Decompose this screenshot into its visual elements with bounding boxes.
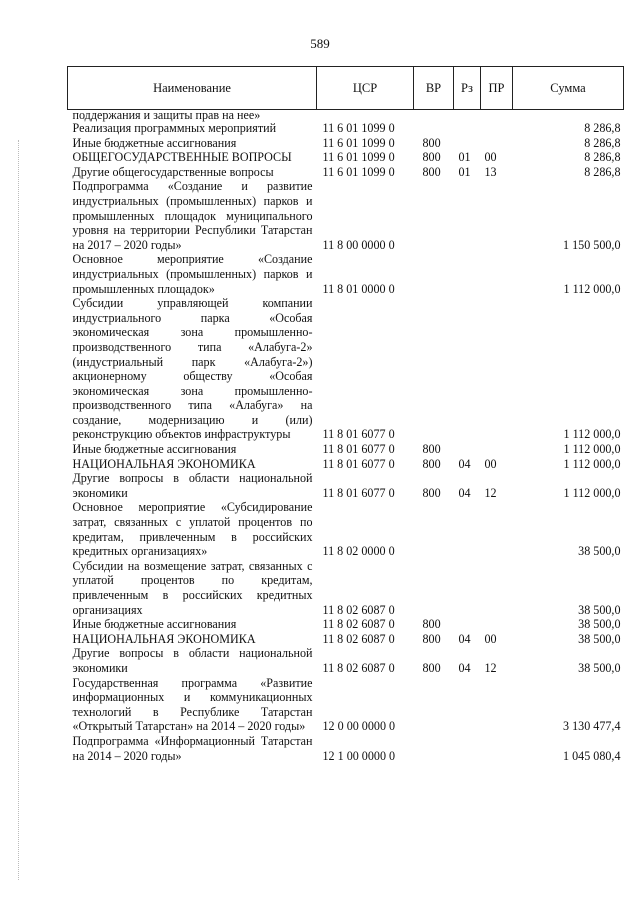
cell-sum: 1 150 500,0 <box>563 237 621 252</box>
table-row <box>68 617 624 632</box>
cell-sum: 1 112 000,0 <box>563 442 621 457</box>
cell-csr: 11 8 02 6087 0 <box>322 602 395 617</box>
cell-name: НАЦИОНАЛЬНАЯ ЭКОНОМИКА <box>72 456 256 471</box>
cell-vr <box>414 110 454 122</box>
cell-sum: 38 500,0 <box>578 544 621 559</box>
cell-vr: 800 <box>422 442 441 457</box>
cell-csr: 11 8 00 0000 0 <box>322 237 395 252</box>
cell-name: Субсидии на возмещение затрат, связанных с уплатой процентов по кредитам, привлеченным в российских кредитных организациях <box>72 558 313 617</box>
table-row <box>68 136 624 151</box>
cell-rz <box>454 252 481 296</box>
cell-sum: 8 286,8 <box>584 150 621 165</box>
table-row <box>68 442 624 457</box>
header-name: Наименование <box>68 67 317 110</box>
cell-pr <box>481 559 513 617</box>
cell-pr <box>481 734 513 763</box>
cell-csr: 11 8 02 0000 0 <box>322 544 395 559</box>
cell-name: Государственная программа «Развитие информационных и коммуникационных технологий в Республике Татарстан «Открытый Татарстан» на 2014 – 2020 годы» <box>72 675 313 734</box>
cell-rz <box>454 559 481 617</box>
cell-vr: 800 <box>422 135 441 150</box>
cell-name: Иные бюджетные ассигнования <box>72 442 237 457</box>
cell-rz <box>454 617 481 632</box>
cell-csr <box>317 110 414 122</box>
cell-vr: 800 <box>422 617 441 632</box>
cell-vr: 800 <box>422 150 441 165</box>
cell-name: Реализация программных мероприятий <box>72 121 277 135</box>
budget-table <box>67 66 624 763</box>
header-sum: Сумма <box>513 67 624 110</box>
cell-csr: 11 8 02 6087 0 <box>322 617 395 632</box>
cell-csr: 11 6 01 1099 0 <box>322 164 395 179</box>
cell-name: Подпрограмма «Создание и развитие индустриальных (промышленных) парков и промышленных площадок муниципального уровня на территории Республики Татарстан на 2017 – 2020 годы» <box>72 179 313 252</box>
cell-csr: 11 8 01 6077 0 <box>322 442 395 457</box>
cell-pr <box>481 617 513 632</box>
cell-rz: 04 <box>458 660 471 675</box>
cell-sum: 1 112 000,0 <box>563 281 621 296</box>
cell-rz <box>454 110 481 122</box>
cell-pr <box>481 136 513 151</box>
cell-vr: 800 <box>422 631 441 646</box>
cell-rz <box>454 734 481 763</box>
cell-csr: 11 8 01 6077 0 <box>322 485 395 500</box>
cell-vr <box>414 734 454 763</box>
table-row <box>68 165 624 180</box>
cell-rz <box>454 296 481 442</box>
cell-csr: 11 6 01 1099 0 <box>322 135 395 150</box>
table-row <box>68 252 624 296</box>
cell-rz <box>454 121 481 136</box>
cell-rz <box>454 136 481 151</box>
cell-pr <box>481 500 513 558</box>
cell-pr <box>481 676 513 734</box>
table-body <box>68 110 624 764</box>
cell-name: Другие общегосударственные вопросы <box>72 164 274 179</box>
cell-vr <box>414 121 454 136</box>
page-number: 589 <box>310 36 330 51</box>
cell-sum: 8 286,8 <box>584 164 621 179</box>
cell-name: Субсидии управляющей компании индустриального парка «Особая экономическая зона промышленно-производственного типа «Алабуга-2» (индустриальный парк «Алабуга-2») акционерному обществу «Особая экономическая зона промышленно-производственного типа «Алабуга» на создание, модернизацию и (или) реконструкцию объектов инфраструктуры <box>72 296 313 442</box>
cell-name: Основное мероприятие «Создание индустриальных (промышленных) парков и промышленных площадок» <box>72 252 313 296</box>
cell-vr: 800 <box>422 456 441 471</box>
cell-rz: 01 <box>458 164 471 179</box>
cell-sum: 1 112 000,0 <box>563 427 621 442</box>
cell-pr <box>481 121 513 136</box>
cell-sum: 8 286,8 <box>584 135 621 150</box>
cell-vr: 800 <box>422 485 441 500</box>
cell-pr <box>481 179 513 252</box>
cell-pr: 00 <box>484 456 497 471</box>
cell-csr: 11 8 01 6077 0 <box>322 427 395 442</box>
cell-pr: 12 <box>484 660 497 675</box>
cell-name: Иные бюджетные ассигнования <box>72 617 237 632</box>
cell-rz <box>454 676 481 734</box>
cell-sum: 8 286,8 <box>584 121 621 135</box>
cell-sum: 38 500,0 <box>578 631 621 646</box>
header-csr: ЦСР <box>317 67 414 110</box>
cell-csr: 12 0 00 0000 0 <box>322 719 396 734</box>
scan-margin-line <box>18 140 19 880</box>
cell-name: Основное мероприятие «Субсидирование затрат, связанных с уплатой процентов по кредитам, привлеченным в российских кредитных организациях» <box>72 500 313 559</box>
cell-rz: 04 <box>458 631 471 646</box>
cell-sum: 1 112 000,0 <box>563 456 621 471</box>
cell-name: Подпрограмма «Информационный Татарстан на 2014 – 2020 годы» <box>72 733 313 763</box>
cell-pr: 13 <box>484 164 497 179</box>
cell-name: ОБЩЕГОСУДАРСТВЕННЫЕ ВОПРОСЫ <box>72 150 292 165</box>
table-row <box>68 559 624 617</box>
table-row <box>68 471 624 500</box>
cell-name: поддержания и защиты прав на нее» <box>72 108 261 122</box>
table-row <box>68 632 624 647</box>
cell-name: Иные бюджетные ассигнования <box>72 135 237 150</box>
table-row <box>68 150 624 165</box>
cell-name: Другие вопросы в области национальной экономики <box>72 646 313 675</box>
cell-rz <box>454 442 481 457</box>
cell-name: Другие вопросы в области национальной экономики <box>72 471 313 500</box>
cell-rz <box>454 179 481 252</box>
cell-csr: 11 8 02 6087 0 <box>322 631 395 646</box>
cell-vr <box>414 179 454 252</box>
cell-sum: 3 130 477,4 <box>563 719 621 734</box>
cell-sum: 38 500,0 <box>578 602 621 617</box>
cell-vr <box>414 559 454 617</box>
cell-sum: 1 045 080,4 <box>563 748 621 763</box>
cell-csr: 11 8 01 0000 0 <box>322 281 395 296</box>
cell-csr: 11 6 01 1099 0 <box>322 121 395 135</box>
table-row <box>68 179 624 252</box>
cell-vr <box>414 500 454 558</box>
header-rz: Рз <box>454 67 481 110</box>
cell-csr: 11 6 01 1099 0 <box>322 150 395 165</box>
cell-pr: 00 <box>484 150 497 165</box>
cell-sum: 38 500,0 <box>578 660 621 675</box>
cell-name: НАЦИОНАЛЬНАЯ ЭКОНОМИКА <box>72 631 256 646</box>
table-row <box>68 676 624 734</box>
table-row <box>68 110 624 122</box>
cell-csr: 12 1 00 0000 0 <box>322 748 396 763</box>
table-row <box>68 500 624 558</box>
cell-pr <box>481 252 513 296</box>
cell-vr <box>414 676 454 734</box>
cell-pr <box>481 110 513 122</box>
cell-pr: 12 <box>484 485 497 500</box>
cell-pr <box>481 296 513 442</box>
cell-sum: 38 500,0 <box>578 617 621 632</box>
cell-csr: 11 8 01 6077 0 <box>322 456 395 471</box>
table-row <box>68 457 624 472</box>
cell-vr: 800 <box>422 164 441 179</box>
cell-rz <box>454 500 481 558</box>
header-pr: ПР <box>481 67 513 110</box>
cell-vr <box>414 252 454 296</box>
cell-vr <box>414 296 454 442</box>
cell-csr: 11 8 02 6087 0 <box>322 660 395 675</box>
cell-rz: 04 <box>458 456 471 471</box>
table-row <box>68 734 624 763</box>
table-row <box>68 646 624 675</box>
cell-rz: 04 <box>458 485 471 500</box>
cell-sum: 1 112 000,0 <box>563 485 621 500</box>
table-row <box>68 296 624 442</box>
cell-vr: 800 <box>422 660 441 675</box>
header-vr: ВР <box>414 67 454 110</box>
cell-sum <box>513 110 624 122</box>
table-row <box>68 121 624 136</box>
cell-pr: 00 <box>484 631 497 646</box>
cell-pr <box>481 442 513 457</box>
table-header <box>68 67 624 110</box>
cell-rz: 01 <box>458 150 471 165</box>
